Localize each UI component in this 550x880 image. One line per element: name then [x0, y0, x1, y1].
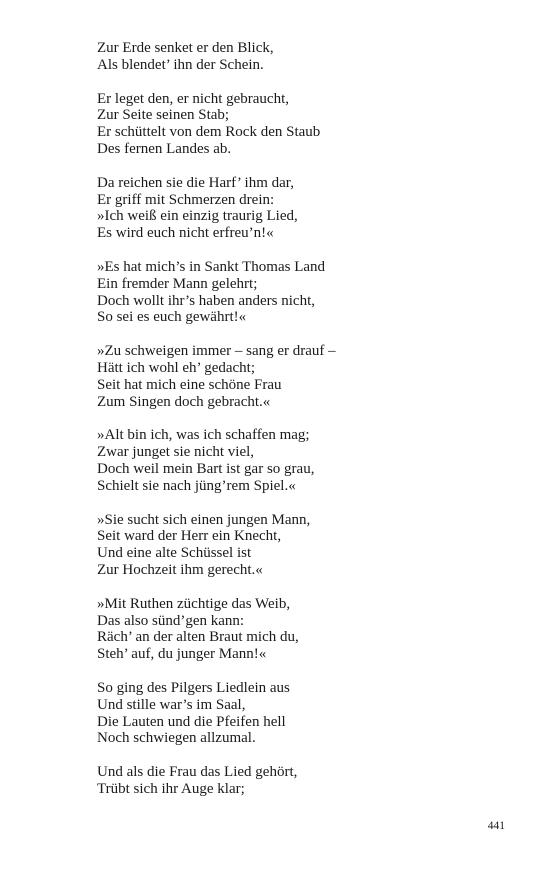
stanza — [97, 259, 517, 326]
poem-line: Zur Seite seinen Stab; — [97, 107, 230, 124]
poem-line: Räch’ an der alten Braut mich du, — [97, 629, 299, 646]
poem-line: Das also sünd’gen kann: — [97, 612, 245, 629]
poem-line: Zum Singen doch gebracht.« — [97, 393, 271, 410]
poem-line: Doch wollt ihr’s haben anders nicht, — [97, 292, 316, 309]
poem-line: Als blendet’ ihn der Schein. — [97, 56, 264, 73]
poem-line: So sei es euch gewährt!« — [97, 309, 247, 326]
poem-line: Seit hat mich eine schöne Frau — [97, 376, 282, 393]
page-number: 441 — [487, 820, 505, 832]
poem-line: Es wird euch nicht erfreu’n!« — [97, 225, 274, 242]
poem-line: Zwar junget sie nicht viel, — [97, 444, 255, 461]
stanza — [97, 343, 517, 410]
poem-line: So ging des Pilgers Liedlein aus — [97, 679, 290, 696]
poem-line: Und stille war’s im Saal, — [97, 696, 246, 713]
poem-text — [97, 40, 517, 815]
poem-line: Ein fremder Mann gelehrt; — [97, 275, 258, 292]
stanza — [97, 91, 517, 158]
poem-line: Er schüttelt von dem Rock den Staub — [97, 124, 321, 141]
poem-line: Schielt sie nach jüng’rem Spiel.« — [97, 477, 296, 494]
poem-line: Er griff mit Schmerzen drein: — [97, 191, 275, 208]
poem-line: Trübt sich ihr Auge klar; — [97, 780, 245, 797]
poem-line: »Alt bin ich, was ich schaffen mag; — [97, 427, 310, 444]
stanza — [97, 764, 517, 798]
poem-line: Zur Hochzeit ihm gerecht.« — [97, 561, 263, 578]
stanza — [97, 427, 517, 494]
poem-line: Er leget den, er nicht gebraucht, — [97, 90, 289, 107]
poem-line: Da reichen sie die Harf’ ihm dar, — [97, 174, 294, 191]
poem-line: Seit ward der Herr ein Knecht, — [97, 528, 282, 545]
poem-line: Noch schwiegen allzumal. — [97, 730, 256, 747]
poem-line: »Ich weiß ein einzig traurig Lied, — [97, 208, 298, 225]
poem-line: »Es hat mich’s in Sankt Thomas Land — [97, 258, 326, 275]
stanza — [97, 175, 517, 242]
poem-line: Die Lauten und die Pfeifen hell — [97, 713, 286, 730]
stanza — [97, 40, 517, 74]
poem-line: Steh’ auf, du junger Mann!« — [97, 646, 267, 663]
poem-line: Und als die Frau das Lied gehört, — [97, 764, 298, 781]
poem-line: Zur Erde senket er den Blick, — [97, 40, 274, 56]
poem-line: Des fernen Landes ab. — [97, 140, 232, 157]
poem-line: Und eine alte Schüssel ist — [97, 545, 252, 562]
poem-line: »Sie sucht sich einen jungen Mann, — [97, 511, 311, 528]
poem-line: Hätt ich wohl eh’ gedacht; — [97, 359, 255, 376]
stanza — [97, 512, 517, 579]
poem-line: Doch weil mein Bart ist gar so grau, — [97, 460, 315, 477]
poem-line: »Mit Ruthen züchtige das Weib, — [97, 595, 291, 612]
poem-line: »Zu schweigen immer – sang er drauf – — [97, 343, 336, 360]
stanza — [97, 680, 517, 747]
stanza — [97, 596, 517, 663]
